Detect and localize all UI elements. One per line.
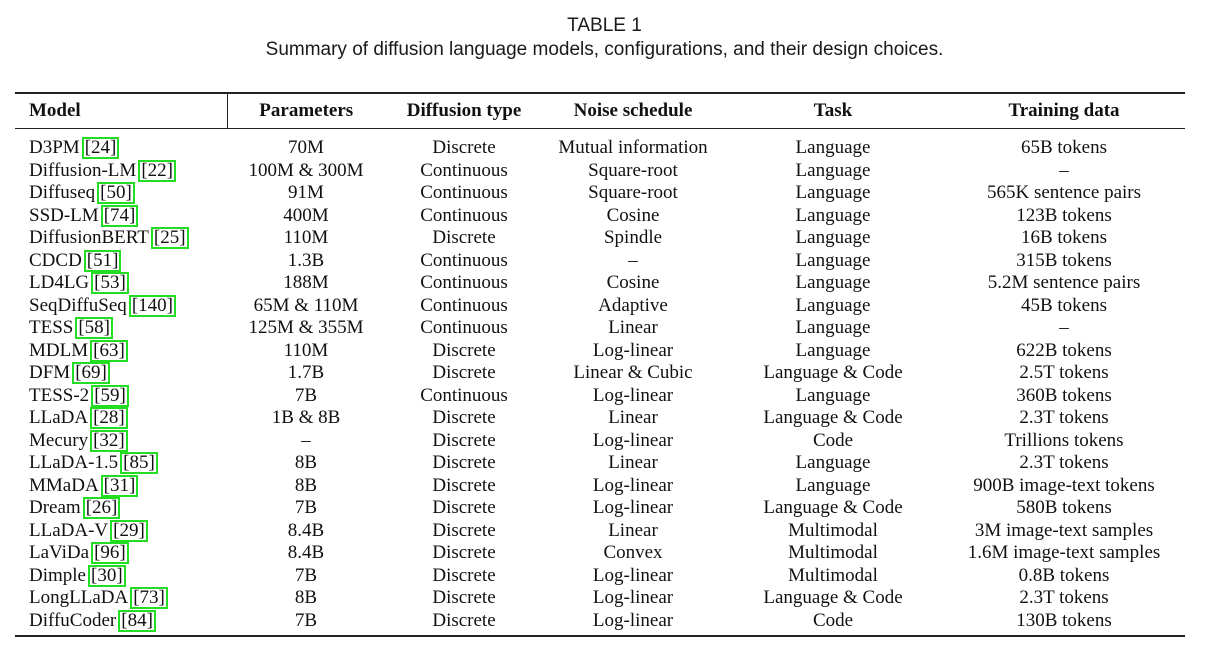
model-name: SSD-LM xyxy=(29,204,99,226)
cell-model xyxy=(15,542,227,565)
cell-noise-schedule: Linear xyxy=(608,519,658,541)
citation-link[interactable]: [84] xyxy=(118,610,156,632)
cell-diffusion-type: Continuous xyxy=(420,384,508,406)
cell-diffusion-type: Continuous xyxy=(420,317,508,339)
cell-task: Language & Code xyxy=(763,587,903,609)
cell-task: Language xyxy=(795,249,871,271)
citation-link[interactable]: [26] xyxy=(83,497,121,519)
cell-parameters: 7B xyxy=(294,564,318,586)
cell-training-data: 5.2M sentence pairs xyxy=(987,272,1141,294)
cell-diffusion-type: Discrete xyxy=(432,137,496,159)
cell-training-data: 123B tokens xyxy=(1016,204,1112,226)
model-name: CDCD xyxy=(29,249,82,271)
table-caption-subtitle: Summary of diffusion language models, configurations, and their design choices. xyxy=(265,39,944,60)
cell-noise-schedule: Log-linear xyxy=(592,429,674,451)
cell-parameters: 70M xyxy=(288,137,324,159)
summary-table xyxy=(15,94,1185,632)
cell-task: Language xyxy=(795,159,871,181)
model-name: Diffuseq xyxy=(29,182,96,204)
cell-task: Language xyxy=(795,182,871,204)
cell-noise-schedule: Square-root xyxy=(588,159,678,181)
table-body xyxy=(15,137,1185,632)
cell-diffusion-type: Discrete xyxy=(432,362,496,384)
citation-link[interactable]: [22] xyxy=(138,160,176,182)
table-row xyxy=(15,340,1185,363)
citation-link[interactable]: [51] xyxy=(84,250,122,272)
cell-diffusion-type: Continuous xyxy=(420,182,508,204)
cell-diffusion-type: Continuous xyxy=(420,294,508,316)
cell-training-data: 2.3T tokens xyxy=(1019,407,1109,429)
bottom-rule xyxy=(15,635,1185,637)
cell-parameters: 91M xyxy=(288,182,324,204)
cell-parameters: 110M xyxy=(283,339,329,361)
cell-training-data: – xyxy=(1059,317,1069,339)
cell-parameters: 8.4B xyxy=(287,542,325,564)
cell-task: Language xyxy=(795,452,871,474)
cell-task: Multimodal xyxy=(788,542,878,564)
model-name: DiffuCoder xyxy=(29,609,117,631)
table-row xyxy=(15,475,1185,498)
cell-model xyxy=(15,295,227,318)
cell-parameters: 65M & 110M xyxy=(253,294,359,316)
table-row xyxy=(15,610,1185,633)
cell-task: Multimodal xyxy=(788,519,878,541)
citation-link[interactable]: [74] xyxy=(101,205,139,227)
citation-link[interactable]: [58] xyxy=(75,317,113,339)
cell-diffusion-type: Continuous xyxy=(420,159,508,181)
model-name: LaViDa xyxy=(29,542,90,564)
cell-parameters: 8B xyxy=(294,587,318,609)
cell-noise-schedule: Adaptive xyxy=(598,294,668,316)
model-name: Dimple xyxy=(29,564,86,586)
table-row xyxy=(15,520,1185,543)
cell-task: Language xyxy=(795,474,871,496)
cell-noise-schedule: Convex xyxy=(603,542,663,564)
cell-training-data: 2.3T tokens xyxy=(1019,452,1109,474)
table-row xyxy=(15,407,1185,430)
table-row xyxy=(15,272,1185,295)
citation-link[interactable]: [24] xyxy=(82,137,120,159)
header-noise-schedule: Noise schedule xyxy=(573,100,693,121)
citation-link[interactable]: [59] xyxy=(91,385,129,407)
cell-parameters: 125M & 355M xyxy=(248,317,364,339)
citation-link[interactable]: [25] xyxy=(151,227,189,249)
table-row xyxy=(15,542,1185,565)
cell-training-data: 565K sentence pairs xyxy=(986,182,1142,204)
citation-link[interactable]: [50] xyxy=(97,182,135,204)
cell-training-data: 900B image-text tokens xyxy=(973,474,1155,496)
cell-noise-schedule: Cosine xyxy=(606,272,660,294)
cell-noise-schedule: Spindle xyxy=(603,227,663,249)
cell-training-data: 580B tokens xyxy=(1016,497,1112,519)
cell-parameters: 8.4B xyxy=(287,519,325,541)
header-diffusion-type: Diffusion type xyxy=(406,100,522,121)
citation-link[interactable]: [53] xyxy=(91,272,129,294)
cell-parameters: – xyxy=(301,429,311,451)
cell-training-data: Trillions tokens xyxy=(1004,429,1124,451)
cell-diffusion-type: Continuous xyxy=(420,272,508,294)
cell-training-data: – xyxy=(1059,159,1069,181)
cell-task: Language & Code xyxy=(763,497,903,519)
cell-parameters: 110M xyxy=(283,227,329,249)
cell-task: Language xyxy=(795,227,871,249)
table-row xyxy=(15,385,1185,408)
table-row xyxy=(15,587,1185,610)
model-name: LLaDA-V xyxy=(29,519,109,541)
cell-model xyxy=(15,160,227,183)
table-row xyxy=(15,295,1185,318)
cell-model xyxy=(15,227,227,250)
model-name: Diffusion-LM xyxy=(29,159,137,181)
table-row xyxy=(15,362,1185,385)
cell-diffusion-type: Discrete xyxy=(432,452,496,474)
cell-diffusion-type: Continuous xyxy=(420,249,508,271)
model-name: LD4LG xyxy=(29,272,90,294)
cell-model xyxy=(15,182,227,205)
table-caption-title: TABLE 1 xyxy=(567,15,642,36)
cell-model xyxy=(15,272,227,295)
header-row xyxy=(15,94,1185,128)
cell-task: Language & Code xyxy=(763,362,903,384)
cell-task: Code xyxy=(812,609,854,631)
cell-noise-schedule: Log-linear xyxy=(592,587,674,609)
model-name: TESS-2 xyxy=(29,384,90,406)
table-row xyxy=(15,565,1185,588)
cell-model xyxy=(15,205,227,228)
cell-model xyxy=(15,407,227,430)
header-task: Task xyxy=(813,100,853,121)
cell-diffusion-type: Continuous xyxy=(420,204,508,226)
cell-parameters: 400M xyxy=(283,204,329,226)
cell-training-data: 0.8B tokens xyxy=(1018,564,1110,586)
table-row xyxy=(15,137,1185,160)
cell-task: Language xyxy=(795,339,871,361)
cell-parameters: 188M xyxy=(283,272,329,294)
cell-diffusion-type: Discrete xyxy=(432,497,496,519)
cell-noise-schedule: Square-root xyxy=(588,182,678,204)
cell-noise-schedule: Log-linear xyxy=(592,497,674,519)
cell-noise-schedule: Linear xyxy=(608,407,658,429)
table-row xyxy=(15,317,1185,340)
cell-model xyxy=(15,475,227,498)
cell-noise-schedule: Log-linear xyxy=(592,609,674,631)
cell-model xyxy=(15,452,227,475)
cell-noise-schedule: Log-linear xyxy=(592,564,674,586)
table-row xyxy=(15,160,1185,183)
cell-parameters: 1B & 8B xyxy=(271,407,341,429)
cell-diffusion-type: Discrete xyxy=(432,587,496,609)
model-name: TESS xyxy=(29,317,74,339)
cell-training-data: 622B tokens xyxy=(1016,339,1112,361)
cell-diffusion-type: Discrete xyxy=(432,339,496,361)
cell-task: Language xyxy=(795,384,871,406)
cell-diffusion-type: Discrete xyxy=(432,542,496,564)
cell-diffusion-type: Discrete xyxy=(432,609,496,631)
model-name: MMaDA xyxy=(29,474,99,496)
cell-model xyxy=(15,362,227,385)
model-name: LLaDA-1.5 xyxy=(29,452,119,474)
header-training-data: Training data xyxy=(1008,100,1120,121)
cell-noise-schedule: Mutual information xyxy=(558,137,708,159)
cell-noise-schedule: – xyxy=(628,249,638,271)
header-parameters: Parameters xyxy=(259,100,354,121)
cell-model xyxy=(15,430,227,453)
model-name: DiffusionBERT xyxy=(29,227,149,249)
cell-task: Multimodal xyxy=(788,564,878,586)
model-name: Dream xyxy=(29,497,81,519)
cell-model xyxy=(15,610,227,633)
citation-link[interactable]: [32] xyxy=(90,430,128,452)
cell-diffusion-type: Discrete xyxy=(432,429,496,451)
cell-parameters: 1.7B xyxy=(287,362,325,384)
cell-model xyxy=(15,137,227,160)
citation-link[interactable]: [31] xyxy=(101,475,139,497)
table-row xyxy=(15,250,1185,273)
cell-model xyxy=(15,250,227,273)
citation-link[interactable]: [96] xyxy=(91,542,129,564)
header-model: Model xyxy=(15,94,227,128)
cell-training-data: 3M image-text samples xyxy=(974,519,1154,541)
citation-link[interactable]: [69] xyxy=(72,362,110,384)
cell-training-data: 45B tokens xyxy=(1020,294,1108,316)
table-row xyxy=(15,497,1185,520)
cell-parameters: 7B xyxy=(294,497,318,519)
cell-noise-schedule: Log-linear xyxy=(592,474,674,496)
citation-link[interactable]: [63] xyxy=(90,340,128,362)
cell-model xyxy=(15,520,227,543)
model-name: LLaDA xyxy=(29,407,89,429)
cell-parameters: 7B xyxy=(294,609,318,631)
cell-model xyxy=(15,565,227,588)
cell-model xyxy=(15,340,227,363)
table-row xyxy=(15,182,1185,205)
cell-task: Language xyxy=(795,272,871,294)
cell-task: Language & Code xyxy=(763,407,903,429)
cell-diffusion-type: Discrete xyxy=(432,227,496,249)
model-name: MDLM xyxy=(29,339,89,361)
cell-training-data: 360B tokens xyxy=(1016,384,1112,406)
cell-training-data: 65B tokens xyxy=(1020,137,1108,159)
citation-link[interactable]: [29] xyxy=(110,520,148,542)
cell-task: Code xyxy=(812,429,854,451)
cell-noise-schedule: Linear & Cubic xyxy=(573,362,693,384)
cell-model xyxy=(15,587,227,610)
citation-link[interactable]: [30] xyxy=(88,565,126,587)
citation-link[interactable]: [28] xyxy=(90,407,128,429)
cell-task: Language xyxy=(795,317,871,339)
cell-parameters: 8B xyxy=(294,474,318,496)
cell-noise-schedule: Linear xyxy=(608,317,658,339)
cell-training-data: 2.3T tokens xyxy=(1019,587,1109,609)
cell-parameters: 100M & 300M xyxy=(248,159,364,181)
cell-task: Language xyxy=(795,204,871,226)
model-name: D3PM xyxy=(29,137,80,159)
cell-training-data: 1.6M image-text samples xyxy=(967,542,1161,564)
cell-parameters: 8B xyxy=(294,452,318,474)
model-name: Mecury xyxy=(29,429,89,451)
citation-link[interactable]: [85] xyxy=(120,452,158,474)
cell-training-data: 130B tokens xyxy=(1016,609,1112,631)
model-name: DFM xyxy=(29,362,71,384)
cell-model xyxy=(15,497,227,520)
table-row xyxy=(15,452,1185,475)
cell-noise-schedule: Cosine xyxy=(606,204,660,226)
cell-noise-schedule: Linear xyxy=(608,452,658,474)
cell-parameters: 7B xyxy=(294,384,318,406)
cell-task: Language xyxy=(795,294,871,316)
cell-model xyxy=(15,317,227,340)
cell-task: Language xyxy=(795,137,871,159)
cell-model xyxy=(15,385,227,408)
cell-diffusion-type: Discrete xyxy=(432,474,496,496)
model-name: SeqDiffuSeq xyxy=(29,294,127,316)
cell-diffusion-type: Discrete xyxy=(432,519,496,541)
table-row xyxy=(15,227,1185,250)
citation-link[interactable]: [140] xyxy=(129,295,176,317)
cell-diffusion-type: Discrete xyxy=(432,407,496,429)
table-row xyxy=(15,430,1185,453)
citation-link[interactable]: [73] xyxy=(130,587,168,609)
cell-training-data: 2.5T tokens xyxy=(1019,362,1109,384)
cell-noise-schedule: Log-linear xyxy=(592,384,674,406)
cell-noise-schedule: Log-linear xyxy=(592,339,674,361)
cell-training-data: 16B tokens xyxy=(1020,227,1108,249)
cell-training-data: 315B tokens xyxy=(1016,249,1112,271)
cell-parameters: 1.3B xyxy=(287,249,325,271)
table-row xyxy=(15,205,1185,228)
model-name: LongLLaDA xyxy=(29,587,129,609)
cell-diffusion-type: Discrete xyxy=(432,564,496,586)
